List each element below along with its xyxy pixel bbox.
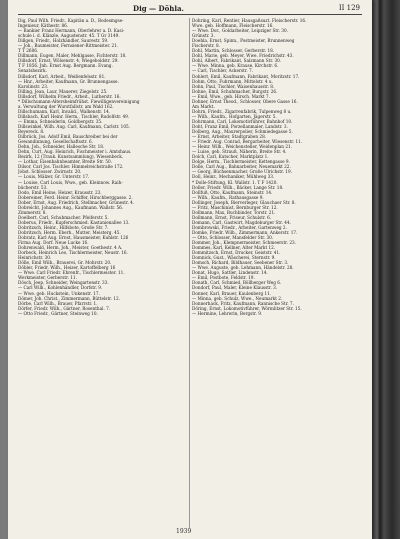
- directory-entry: Dillsdorf, Wilhelm Friedr., Arbeit., Lutherstr. 16.: [18, 93, 121, 99]
- directory-entry: Doberus, Friedr., Kupferschmied. Kastanienallee 13.: [18, 219, 130, 225]
- directory-entry: * Dillschumann-Altersheimfrühst. Fiewilligenvereinigung: [18, 98, 140, 104]
- directory-entry: — Luise, geb. Strauß, Näherin, Breite Str. 4.: [192, 149, 287, 155]
- directory-entry: Dohrenwald, Herm. Joh., Meister, Goethestr. 4 A.: [18, 245, 123, 251]
- directory-entry: Domann, Carl, Gastwirt, Magdeburger Str. 44.: [192, 219, 291, 225]
- directory-entry: Dobritzsch, Herm. Eberh., Mutter, Meisterg. 45.: [18, 229, 121, 235]
- directory-entry: Am Markt.: [192, 103, 215, 109]
- directory-entry: — Bankier Franz Hermann, Oberlehrer a. D. Kasi-: [18, 28, 125, 34]
- directory-entry: — Wwe. geb. Huckstein, Unkenstr. 17.: [18, 290, 100, 296]
- directory-entry: Döbler, Friedr. Wilh., Heizer, Kartoffelberg 16: [18, 265, 116, 271]
- directory-entry: — Emma, Schneiderin, Goldbergstr. 35.: [18, 118, 103, 124]
- directory-entry: — Wwe. Dor., Goldarbeiter, Leipziger Str. 30.: [192, 28, 288, 34]
- directory-entry: Dollfuß, Otto, Kaufmann, Steinstr. 14.: [192, 189, 273, 195]
- directory-page: [8, 0, 372, 539]
- directory-entry: Gewandinnung, Gesellschaftsstr. 6.: [18, 139, 93, 145]
- directory-entry: Dober, Ernst, Aug. Friedrich, Stellmacher, Grünestr. 4.: [18, 199, 135, 205]
- directory-entry: Dillsdorf, Karl, Arbeit., Weißenfelsstr. 81.: [18, 73, 106, 79]
- directory-entry: Dillswinkel, Wilh. Aug. Carl, Kaufmann, Carlstr. 105.: [18, 123, 130, 129]
- directory-entry: Dohl, Albert, Fabrikant, Salzmann Str. 30.: [192, 58, 282, 64]
- directory-entry: Senatsbezirk.: [18, 68, 47, 74]
- directory-entry: Dolle, Carl Aug., Bahnarbeiter, Neuemarkt 22.: [192, 164, 291, 170]
- directory-entry: Dollmann, Max, Buchbinder, Torstr. 21.: [192, 209, 276, 215]
- page-number: II 129: [338, 4, 360, 12]
- directory-entry: Donnerhack, Fritz, Kaufmann, Rannische Str. 7.: [192, 300, 294, 306]
- directory-entry: Dömer, Joh. Christ., Zimmermann, Büttelstr. 12.: [18, 295, 121, 301]
- directory-entry: Dohn, Paul, Tischler, Waisenhausstr. 8.: [192, 83, 275, 89]
- directory-entry: Karolinstr. 23.: [18, 83, 49, 89]
- directory-entry: Dilsor, Carl Jos. Tischler. Himmelreichstraße 172.: [18, 164, 124, 170]
- directory-entry: — Georg, Büchsenmacher, Große Ulrichstr. 19.: [192, 169, 292, 175]
- directory-entry: Dohl, Martin, Schlosser, Gerberstr. 18.: [192, 48, 275, 54]
- directory-entry: Dollinger, Joseph, Bierverleger, Glauchaer Str. 8.: [192, 199, 296, 205]
- directory-entry: — Hermine, Lehrerin, Bergstr. 9.: [192, 310, 263, 316]
- page-footer: 1939: [176, 528, 192, 535]
- directory-entry: Jobst. Schlosser. Zwirnstr. 20.: [18, 169, 82, 175]
- directory-entry: Dommitzsch, Ernst, Drucker, Geiststr. 41.: [192, 250, 281, 256]
- directory-entry: Dölle, Emil Wilh., Brauerei, Gr. Mohrstr. 20.: [18, 260, 112, 266]
- directory-entry: Doller, Friedr. Wilh., Bäcker, Lange Str. 18.: [192, 184, 284, 190]
- directory-entry: — Hnr., Arbeiter, Kaufmann, Gr. Brunnengasse.: [18, 78, 119, 84]
- directory-entry: — Fritz, Maschinist, Bernburger Str. 12.: [192, 204, 278, 210]
- directory-entry: — Louis, Mälzer, Gr. Unterstr. 17.: [18, 174, 90, 180]
- directory-entry: Dodo, Emil Heine, Heizer, Krausstr. 23.: [18, 189, 102, 195]
- directory-entry: bücherstr. 53.: [18, 184, 48, 190]
- directory-entry: Dobratz, Karl Aug. Ernst, Hausmeister, Kuhlstr. 126: [18, 235, 129, 241]
- directory-entry: Dilbrück, Jos. Adolf Emil, Bauschreiber bei der: [18, 134, 118, 140]
- column-separator: [189, 18, 190, 528]
- directory-entry: Dollmann, Ernst, Friseur, Schulstr. 6.: [192, 214, 272, 220]
- directory-entry: Donat, Hugo, Sattler, Lindenstr. 14.: [192, 270, 268, 276]
- directory-entry: Dommer, Joh., Klempnermeister, Schmeerstr. 23.: [192, 240, 297, 246]
- directory-entry: — Wilh., Kaufm., Rathausgasse 9.: [192, 194, 264, 200]
- directory-entry: Dohrn, Friedr., Zigarrenfabrik, Tulpenweg 8 u.: [192, 108, 292, 114]
- directory-entry: a. Verwaltung der Wurstfallstr. am Wald 162.: [18, 103, 114, 109]
- directory-entry: Domnick, Gust., Wäscherei, Sternstr. 9.: [192, 255, 276, 261]
- directory-entry: Dohne, Emil, Schuhmacher, Burgstr. 26.: [192, 88, 278, 94]
- directory-entry: — Emil, Wwe., geb. Hirsch. Markt 7.: [192, 93, 270, 99]
- directory-entry: — Friedr. Aug. Conrad, Bergarbeiter, Wiesenstr. 11.: [192, 139, 303, 145]
- directory-entry: — Wwe. Minna, geb. Krause, Kirchstr. 6.: [192, 63, 279, 69]
- directory-entry: — Wilh., Kaufm., Hofgarten, Jägerstr. 5.: [192, 113, 277, 119]
- directory-entry: — Ernst, Arbeiter, Stadtgraben 28.: [192, 134, 267, 140]
- directory-entry: Dohring, Karl, Rentier, Hausgaßsuzt. Fleischerstr. 16.: [192, 18, 307, 23]
- directory-entry: Beyereck. 8.: [18, 129, 45, 135]
- directory-entry: Dommes, Karl, Kellner, Alter Markt 12.: [192, 245, 276, 251]
- directory-entry: Dohlert, Emil, Kaufmann, Fabrikant, Moritzstr. 17.: [192, 73, 300, 79]
- directory-entry: Dillsdorf, Ernst, Wölsenstr. 4, Wiegeboldstr. 29.: [18, 58, 119, 64]
- directory-entry: Dondorf, Paul, Maler, Kleine Klausstr. 3.: [192, 285, 278, 291]
- page-edge: [372, 0, 400, 539]
- page-header: [18, 4, 362, 14]
- directory-entry: Dörfer, Friedr. Wilh., Gärtner, Rosenthal. 7.: [18, 305, 111, 311]
- directory-entry: Dobreicht, Johannes Aug., Kaufmann. Wallstr. 56.: [18, 204, 124, 210]
- left-column: [18, 18, 188, 316]
- directory-entry: — Otto Friedr., Gärtner, Steinweg 10.: [18, 310, 98, 316]
- directory-entry: Bezirk, 12 (Trauk. Kunstsammlung), Wiesenbeck.: [18, 154, 124, 160]
- directory-entry: Dilling, Jean, Laur, Mauerer, Ziegelstr. 25.: [18, 88, 108, 94]
- directory-entry: Dillgen, Friedr., Holzhändler, Saurestr. 59.: [18, 38, 109, 44]
- directory-entry: Döring, Ernst, Lokomotivführer, Wörmlitzer Str. 15.: [192, 305, 302, 311]
- directory-entry: Domke, Friedr. Wilh., Zimmermann, Ankerstr. 17.: [192, 229, 298, 235]
- directory-entry: Dobereiner, Ferd. Heinr. Schiffer, Hirschberggasse. 2.: [18, 194, 133, 200]
- directory-entry: Ingenieur, Käthestr. 86.: [18, 23, 69, 29]
- directory-entry: Dehn, Curt, Aug. Heinrich, Fischmeister i. Amtshaus.: [18, 149, 132, 155]
- directory-entry: — Wwe. Carl Friedr. Ehrenfr., Tischlermeister. 11.: [18, 270, 125, 276]
- directory-entry: schule i. d. Klänzle, Augustenstr. 45. T Gr 3149.: [18, 33, 120, 39]
- directory-entry: Dillschumann, Karl, Invalid., Walkenstr. 14.: [18, 108, 111, 114]
- right-column: [192, 18, 362, 316]
- directory-entry: T F 1856. Jnh. Ernst Aug. Bergmann. Evang.: [18, 63, 113, 69]
- directory-entry: — Louise, Carl Louis, Wwe., geb. Kleinnow. Raih-: [18, 179, 123, 185]
- directory-entry: Domsch, Richard, Bildhauer, Seebener Str. 3.: [192, 260, 289, 266]
- directory-entry: * Dolle-Stiftung, Kl. Wallstr. 1. T F 1420.: [192, 179, 278, 185]
- header-rule: [18, 14, 362, 15]
- directory-entry: Dohner, Ernst Theod., Schlosser, Obere Gasse 16.: [192, 98, 298, 104]
- directory-entry: Dolch, Carl, Kutscher, Marktplatz 1.: [192, 154, 269, 160]
- directory-entry: — Carl, Tischler, Ackerstr. 7.: [192, 68, 253, 74]
- directory-entry: Doelbert, Carl, Schuhmacher. Pfeiferstr. 5.: [18, 214, 109, 220]
- directory-entry: Dombrowski, Friedr., Arbeiter, Gartenweg 2.: [192, 224, 287, 230]
- directory-entry: Wwe. geb. Hoffmann, Fleischerstr. 16.: [192, 23, 274, 29]
- directory-entry: Doll, Heinr., Mechaniker, Mühlweg 33.: [192, 174, 275, 180]
- directory-entry: Donner, Karl, Brauer, Kaulenberg 11.: [192, 290, 272, 296]
- directory-entry: Dig, Paul Wilh. Friedr., Kapitän a. D., Bodesmgse-: [18, 18, 124, 23]
- directory-entry: Dobritzsch, Heinr., Hilfsbote, Große Str. 7.: [18, 224, 109, 230]
- directory-entry: Doehla, Ernst, Spinn., Postmeister, Brunnenweg: [192, 38, 295, 44]
- directory-entry: Dolge, Herm., Tischlermeister, Kettengasse 9.: [192, 159, 290, 165]
- header-title: Dig — Döhla.: [133, 4, 184, 13]
- directory-entry: T T 2606.: [18, 48, 39, 54]
- directory-entry: — Lothar, Eisenbahnbeamter, Breite Str. 50.: [18, 159, 112, 165]
- directory-entry: — Otto, Schlosser, Mansfelder Str. 30.: [192, 235, 274, 241]
- directory-entry: — Carl Wilh., Kohlenhändler, Dorfstr. 9.: [18, 285, 103, 291]
- directory-entry: Donath, Carl, Schmied, Böllberger Weg 6.: [192, 280, 282, 286]
- directory-entry: Dorbeck, Heinrich Leo, Tischlermeister, Neustr. 16.: [18, 250, 128, 256]
- directory-entry: — Heinr. Wilh., Weichensteller, Weidenplan 21.: [192, 144, 292, 150]
- directory-entry: Dohm, Otto, Fuhrmann, Mittelstr. 4 u.: [192, 78, 273, 84]
- directory-entry: Dillmann, Eugen, Maler, Mehlgasse, Fichterstr. 18.: [18, 53, 127, 59]
- directory-entry: Doht, Franz Emil, Porzellanmaler, Landstr. 3.: [192, 123, 288, 129]
- directory-entry: — Joh., Baumeister, Fernsiener-Rittmeister. 21.: [18, 43, 119, 49]
- directory-entry: — Emil, Postbote, Feldstr. 19.: [192, 275, 255, 281]
- directory-entry: Heinrichstr. 30.: [18, 255, 52, 261]
- directory-entry: Dillsbach, Karl Heinr. Herm., Tischler, Rudolfstr. 49.: [18, 113, 130, 119]
- directory-entry: Dolberg, Aug., Maurerpolier, Schmiedegasse 5.: [192, 129, 293, 135]
- directory-entry: Grünstr. 3.: [192, 33, 215, 39]
- directory-entry: Dohrmann, Carl, Lokomotivführer, Bahnhof 10.: [192, 118, 293, 124]
- directory-entry: Fischerstr. 8.: [192, 43, 220, 49]
- directory-entry: — Wwe. Auguste, geb. Lehmann, Händelstr. 28.: [192, 265, 294, 271]
- directory-entry: Firma Aug. Dorf. Neue Lucke 16.: [18, 240, 89, 246]
- directory-entry: Zimmerstr. 8.: [18, 209, 47, 215]
- directory-entry: Dehn, Joh., Schneider, Hallesche Str. 18.: [18, 144, 105, 150]
- directory-entry: Dösch, Jeep, Schneider, Weingartenstr. 33.: [18, 280, 109, 286]
- directory-entry: Werkmeister, Gerberstr. 11.: [18, 275, 77, 281]
- directory-entry: Dörbe, Carl Wilh., Brauer, Pfarrstr. 1.: [18, 300, 98, 306]
- directory-entry: Dohl, Marie, geb. Meyer, Wwe. Friedrichstr. 43.: [192, 53, 294, 59]
- directory-entry: — Minna, geb. Schulz, Wwe., Neumarkt 2.: [192, 295, 283, 301]
